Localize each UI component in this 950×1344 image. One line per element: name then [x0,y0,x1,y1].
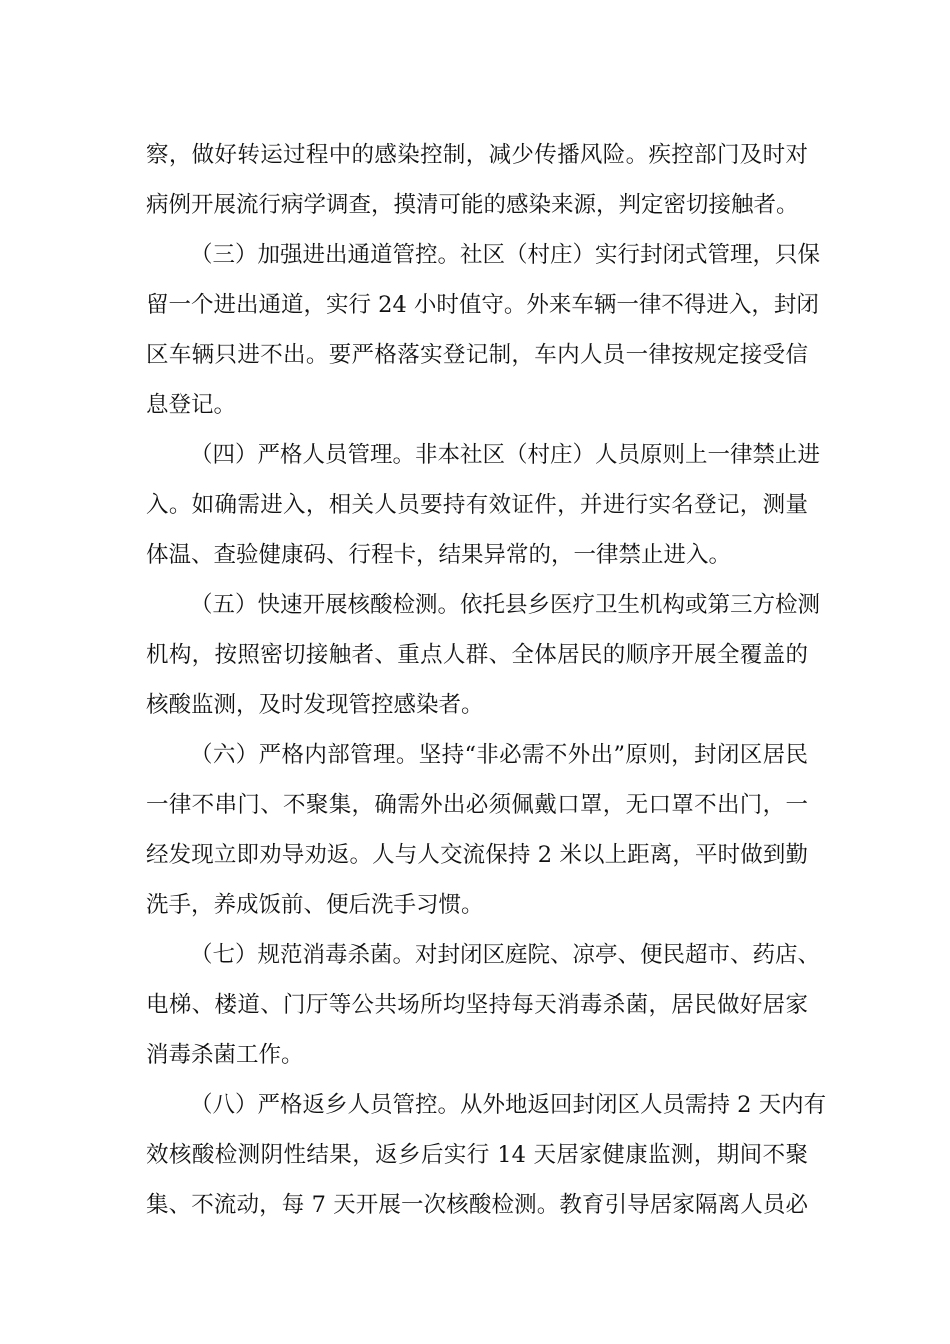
text-line: 核酸监测，及时发现管控感染者。 [146,692,484,718]
text-line: 留一个进出通道，实行 24 小时值守。外来车辆一律不得进入，封闭 [146,292,819,318]
text-line: 消毒杀菌工作。 [146,1042,304,1068]
text-line: 一律不串门、不聚集，确需外出必须佩戴口罩，无口罩不出门，一 [146,792,808,818]
text-line: 病例开展流行病学调查，摸清可能的感染来源，判定密切接触者。 [146,192,799,218]
text-line: 体温、查验健康码、行程卡，结果异常的，一律禁止进入。 [146,542,732,568]
text-line: （八）严格返乡人员管控。从外地返回封闭区人员需持 2 天内有 [190,1092,827,1118]
text-line: 经发现立即劝导劝返。人与人交流保持 2 米以上距离，平时做到勤 [146,842,808,868]
text-line: 息登记。 [146,392,237,418]
text-line: 机构，按照密切接触者、重点人群、全体居民的顺序开展全覆盖的 [146,642,808,668]
text-line: 效核酸检测阴性结果，返乡后实行 14 天居家健康监测，期间不聚 [146,1142,808,1168]
text-line: 电梯、楼道、门厅等公共场所均坚持每天消毒杀菌，居民做好居家 [146,992,808,1018]
text-line: （六）严格内部管理。坚持“非必需不外出”原则，封闭区居民 [190,742,808,768]
document-body [146,130,827,1230]
text-line: （四）严格人员管理。非本社区（村庄）人员原则上一律禁止进 [190,442,821,468]
text-line: （三）加强进出通道管控。社区（村庄）实行封闭式管理，只保 [190,242,821,268]
text-line: 入。如确需进入，相关人员要持有效证件，并进行实名登记，测量 [146,492,808,518]
text-line: 洗手，养成饭前、便后洗手习惯。 [146,892,484,918]
text-line: （五）快速开展核酸检测。依托县乡医疗卫生机构或第三方检测 [190,592,821,618]
text-line: 察，做好转运过程中的感染控制，减少传播风险。疾控部门及时对 [146,142,808,168]
text-line: 区车辆只进不出。要严格落实登记制，车内人员一律按规定接受信 [146,342,808,368]
text-line: 集、不流动，每 7 天开展一次核酸检测。教育引导居家隔离人员必 [146,1192,808,1218]
text-line: （七）规范消毒杀菌。对封闭区庭院、凉亭、便民超市、药店、 [190,942,821,968]
